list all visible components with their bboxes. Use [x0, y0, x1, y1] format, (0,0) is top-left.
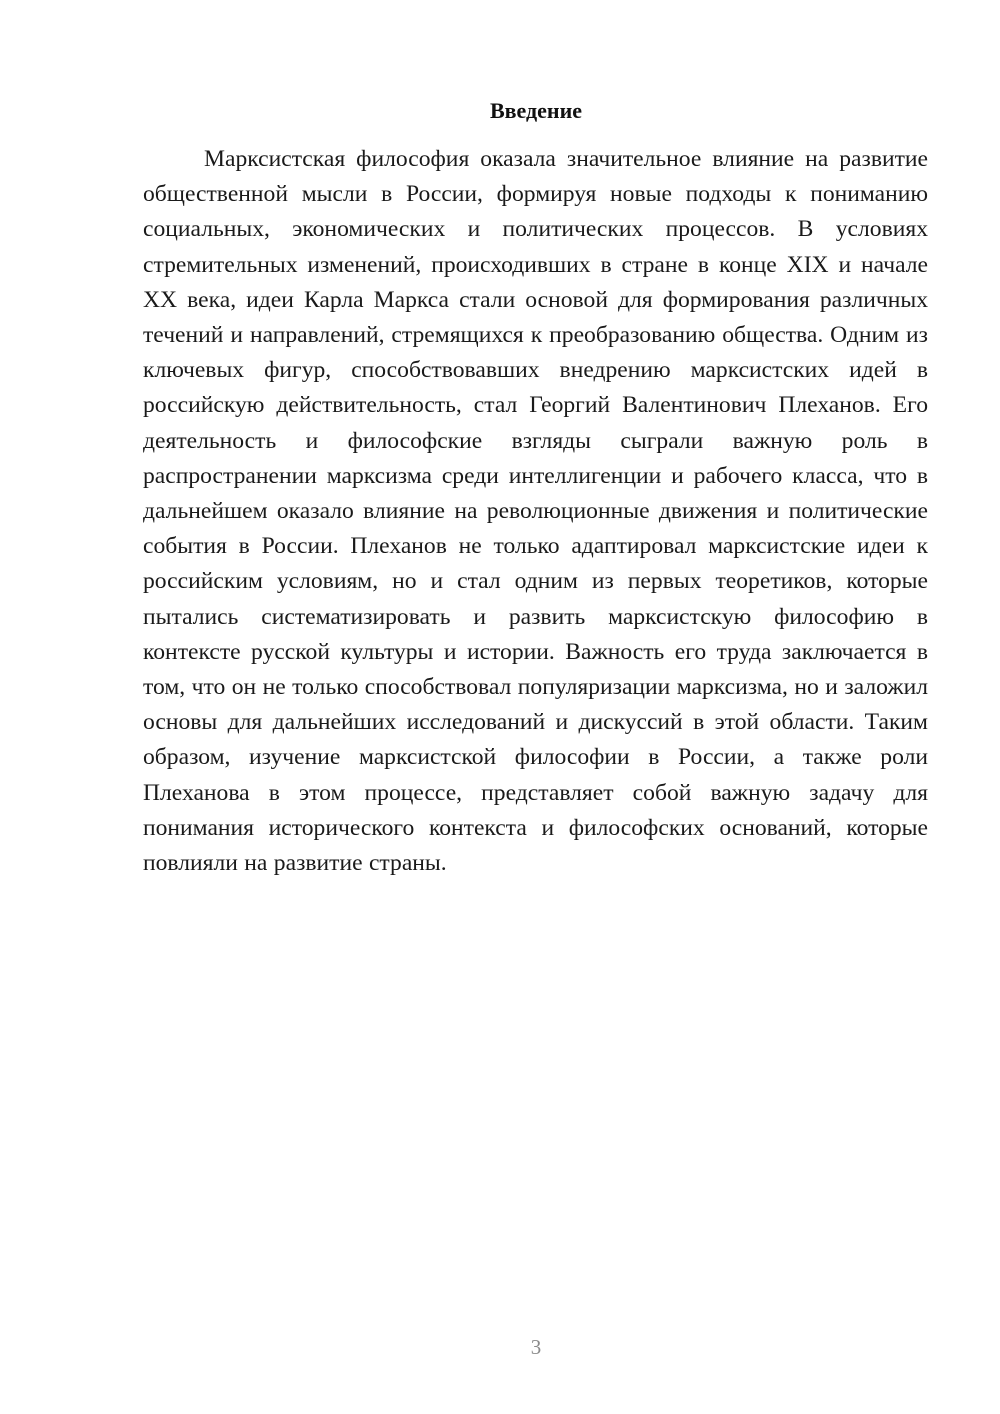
introduction-paragraph: Марксистская философия оказала значительное влияние на развитие общественной мысли в России, формируя новые подходы к пониманию социальных, экономических и политических процессов. В условиях стремительных изменений, происходивших в стране в конце XIX и начале XX века, идеи Карла Маркса стали основой для формирования различных течений и направлений, стремящихся к преобразованию общества. Одним из ключевых фигур, способствовавших внедрению марксистских идей в российскую действительность, стал Георгий Валентинович Плеханов. Его деятельность и философские взгляды сыграли важную роль в распространении марксизма среди интеллигенции и рабочего класса, что в дальнейшем оказало влияние на революционные движения и политические события в России. Плеханов не только адаптировал марксистские идеи к российским условиям, но и стал одним из первых теоретиков, которые пытались систематизировать и развить марксистскую философию в контексте русской культуры и истории. Важность его труда заключается в том, что он не только способствовал популяризации марксизма, но и заложил основы для дальнейших исследований и дискуссий в этой области. Таким образом, изучение марксистской философии в России, а также роли Плеханова в этом процессе, представляет собой важную задачу для понимания исторического контекста и философских оснований, которые повлияли на развитие страны.	[143, 146, 928, 877]
section-title: Введение	[489, 98, 583, 123]
page-number: 3	[530, 1335, 542, 1359]
